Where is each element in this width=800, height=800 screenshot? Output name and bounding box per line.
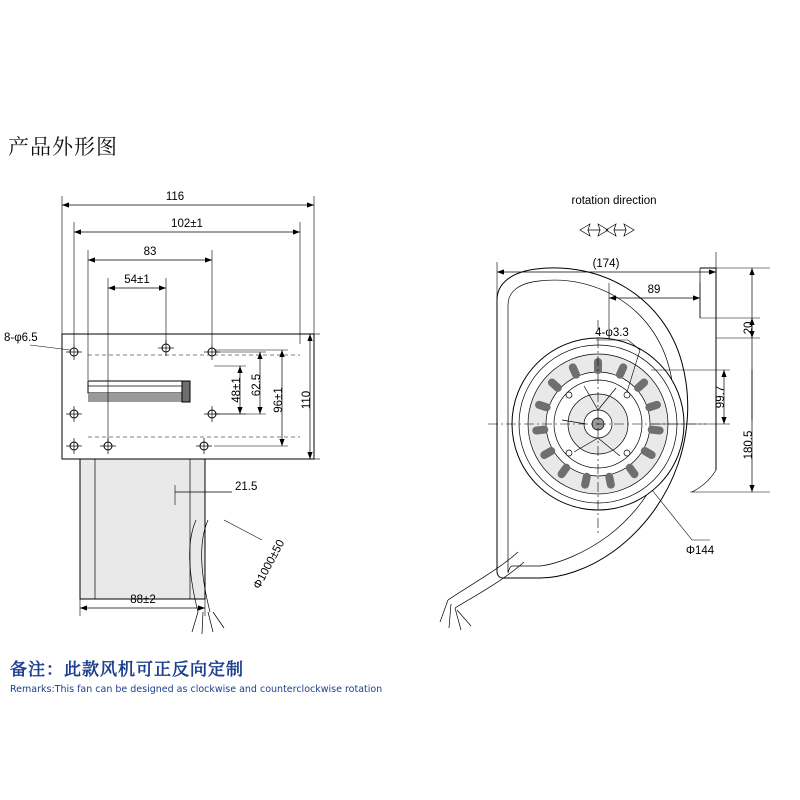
- cable-wire-2: [202, 612, 203, 634]
- inlet-slot-shadow: [88, 393, 188, 402]
- dim-83: 83: [143, 246, 157, 258]
- dim-89: 89: [647, 284, 661, 296]
- rotation-direction-label: rotation direction: [571, 195, 657, 207]
- housing-body: [80, 459, 205, 599]
- rotation-arrow-icon-2: [606, 224, 634, 236]
- remark-english: Remarks:This fan can be designed as clockwise and counterclockwise rotation: [10, 684, 383, 695]
- dim-96: 96±1: [273, 387, 285, 413]
- dim-21-5: 21.5: [235, 481, 258, 493]
- cable-rv-wire-2: [449, 604, 451, 628]
- dim-99-7: 99.7: [715, 385, 727, 409]
- dim-116: 116: [165, 191, 185, 203]
- screw-callout-text: 4-φ3.3: [595, 327, 629, 339]
- dim-88: 88±2: [130, 594, 156, 606]
- dim-180-5: 180.5: [743, 430, 755, 460]
- slot-end-cap: [182, 381, 190, 402]
- inlet-slot: [88, 381, 188, 393]
- dim-110: 110: [301, 390, 313, 410]
- cable-wire-1: [192, 612, 198, 632]
- cable-wire-4: [213, 612, 224, 628]
- dim-48: 48±1: [231, 377, 243, 403]
- dim-54: 54±1: [124, 274, 150, 286]
- dim-phi144: Φ144: [685, 545, 715, 557]
- dim-62-5: 62.5: [251, 373, 263, 397]
- remark-chinese: 备注：此款风机可正反向定制: [10, 660, 244, 680]
- dim-20: 20: [743, 321, 755, 335]
- cable-wire-3: [208, 612, 213, 632]
- impeller-dia-leader: [652, 490, 692, 540]
- rotation-arrow-icon: [580, 224, 608, 236]
- cable-dim-leader: [224, 520, 262, 540]
- dim-102: 102±1: [171, 218, 203, 230]
- dim-174: (174): [592, 258, 620, 270]
- cable-rv-wire-1: [440, 600, 448, 622]
- bracket-bottom-curve: [692, 470, 716, 492]
- page-title: 产品外形图: [8, 135, 118, 159]
- right-view-group: [440, 195, 770, 630]
- left-view-group: [4, 191, 320, 634]
- hole-callout-text: 8-φ6.5: [4, 332, 38, 344]
- dim-cable-length: Φ1000±50: [251, 537, 288, 592]
